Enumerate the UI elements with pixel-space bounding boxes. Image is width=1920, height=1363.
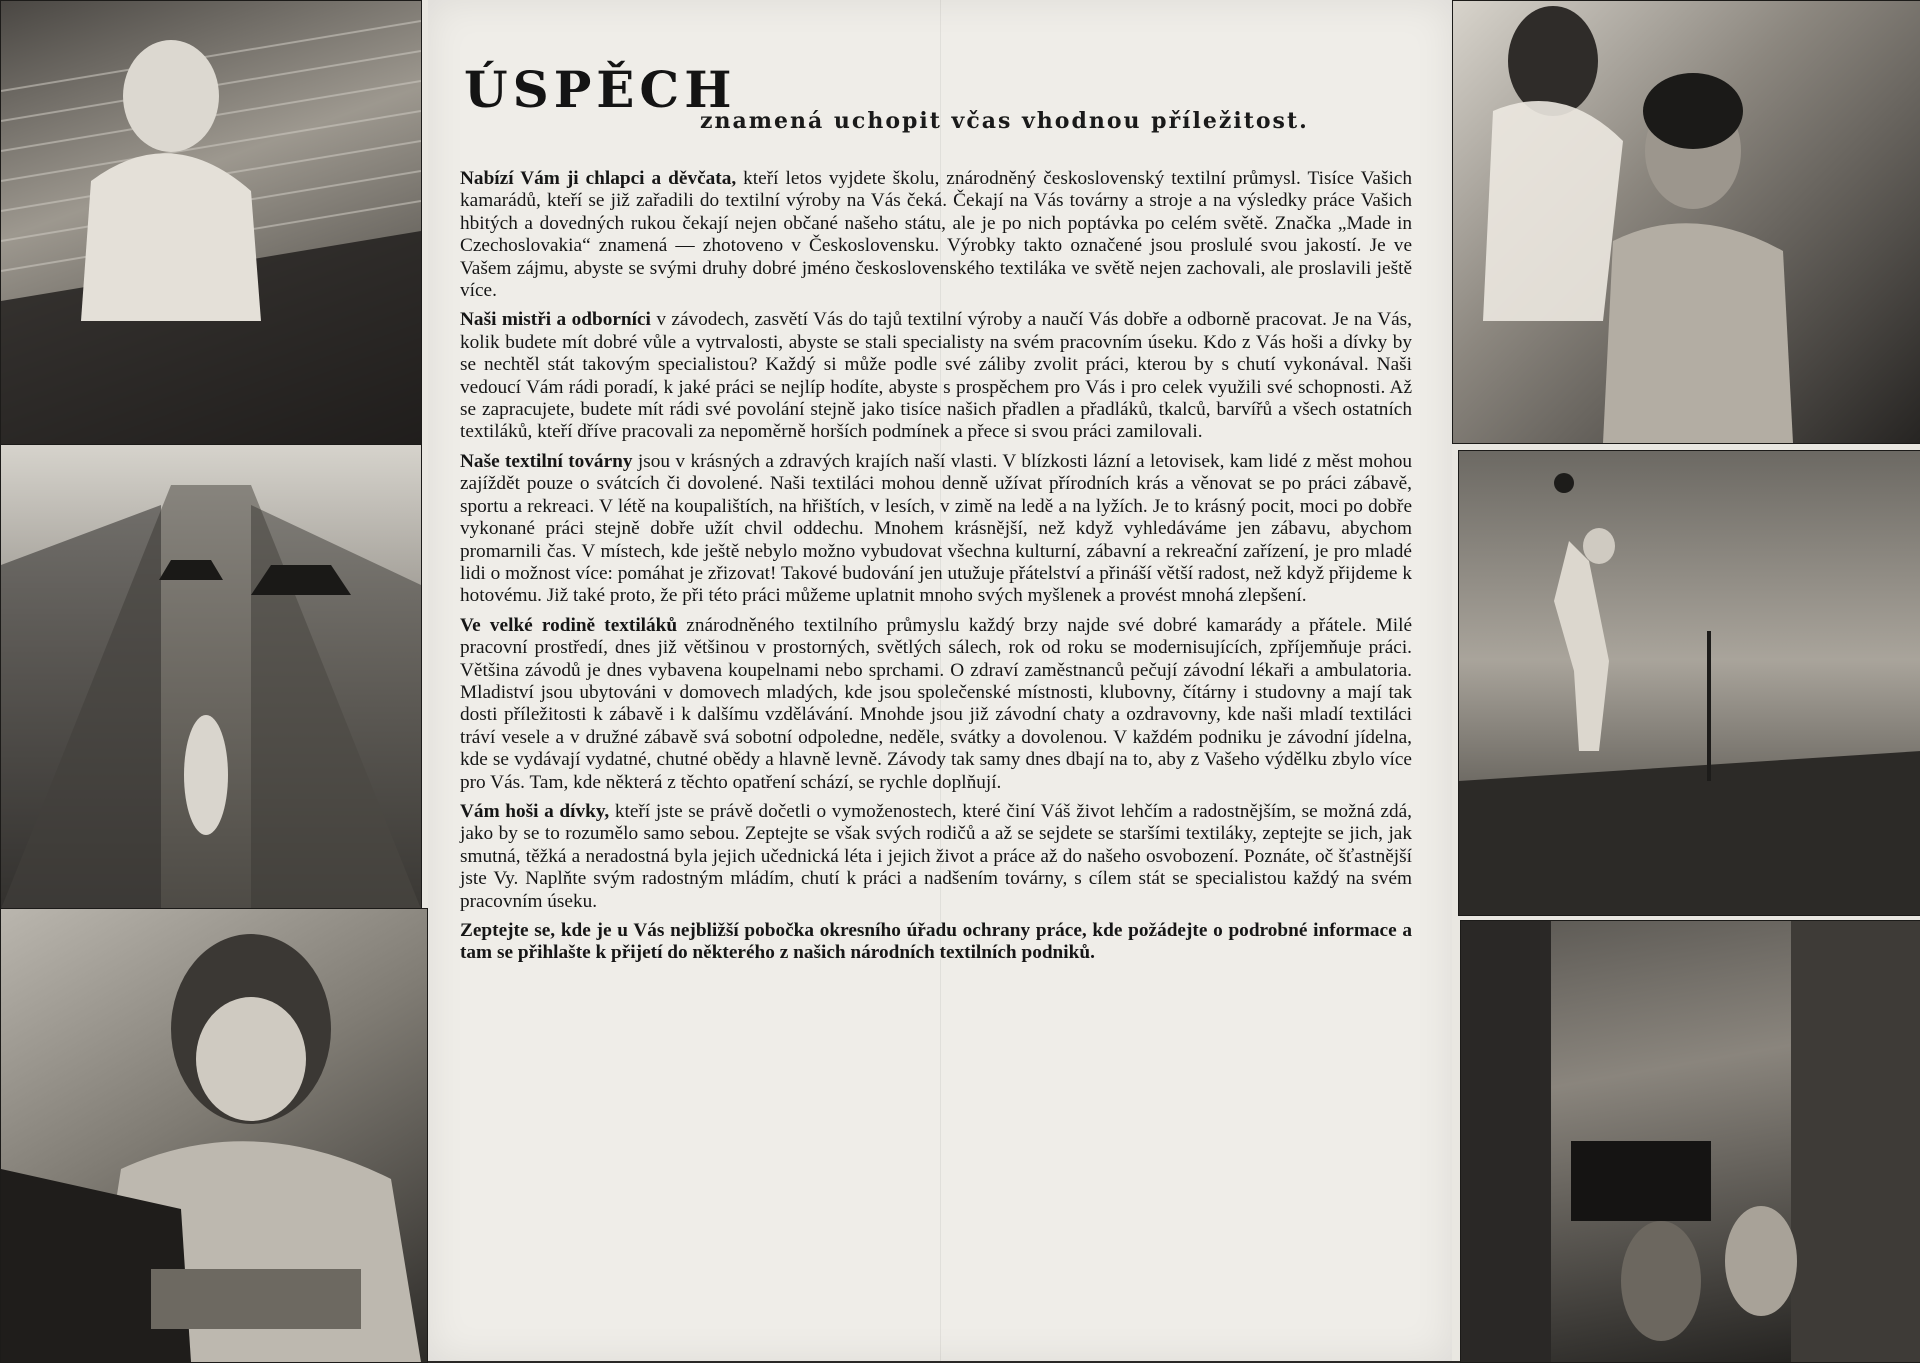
article-panel (428, 0, 1452, 1361)
paragraph-lead: Naši mistři a odborníci (460, 309, 651, 331)
paragraph-lead: Naše textilní továrny (460, 450, 633, 472)
paragraph-5 (460, 801, 1412, 913)
article-title: ÚSPĚCH (464, 60, 737, 119)
paragraph-3 (460, 451, 1412, 608)
photo-3-illustration (1, 909, 427, 1362)
photo-1-illustration (1, 1, 421, 445)
paragraph-2 (460, 309, 1412, 443)
paragraph-text: v závodech, zasvětí Vás do tajů textilní výroby a naučí Vás dobře a odborně pracovat. Je na Vás, kolik budete mít dobré vůle a vytrvalosti, abyste se stali specialisty na svém pracovním úseku. Kdo z Vás hoši a dívky by se nechtěl stát takovým specialistou? Každý si může podle své záliby zvolit práci, kterou by s chutí vykonával. Naši vedoucí Vám rádi poradí, k jaké práci se nejlíp hodíte, abyste s prospěchem pro Vás i pro celek využili své schopnosti. Až se zapracujete, budete mít rádi své povolání stejně jako tisíce našich přadlen a přadláků, tkalců, barvířů a všech ostatních textiláků, kteří dříve pracovali za nepoměrně horších podmínek a přece si svou práci zamilovali. (460, 309, 1412, 443)
paragraph-4 (460, 615, 1412, 794)
photo-girl-sewing-machine (0, 908, 428, 1363)
paragraph-text: kteří jste se právě dočetli o vymoženostech, které činí Váš život lehčím a radostnějším, se možná zdá, jako by se to rozumělo samo sebou. Zeptejte se však svých rodičů a až se sejdete se staršími textiláky, zeptejte se jich, jak smutná, těžká a neradostná byla jejich učednická léta i jejich život a práce až do našeho osvobození. Poznáte, oč šťastnější jste Vy. Naplňte svým radostným mládím, chutí k práci a nadšením továrny, s cílem stát se specialistou každý na svém pracovním úseku. (460, 800, 1412, 912)
photo-4-illustration (1453, 1, 1920, 443)
photo-doctor-examining-boy (1452, 0, 1920, 444)
closing-call-to-action: Zeptejte se, kde je u Vás nejbližší pobočka okresního úřadu ochrany práce, kde požádejte o podrobné informace a tam se přihlašte k přijetí do některého z našich národních textilních podniků. (460, 920, 1412, 964)
paragraph-text: kteří letos vyjdete školu, znárodněný československý textilní průmysl. Tisíce Vašich kamarádů, kteří se již zařadili do textilní výroby na Vás čeká. Čekají na Vás továrny a stroje a na výsledky práce Vašich hbitých a dovedných rukou čekají nejen občané našeho státu, ale je po nich poptávka po celém světě. Značka „Made in Czechoslovakia“ znamená — zhotoveno v Československu. Výrobky takto označené jsou proslulé svou jakostí. Je ve Vašem zájmu, abyste se svými druhy dobré jméno československého textiláka ve světě nejen zachovali, ale proslavili ještě více. (460, 168, 1412, 302)
photo-common-room-piano (1460, 920, 1920, 1363)
photo-6-illustration (1461, 921, 1920, 1362)
article-body (460, 168, 1412, 972)
photo-spinning-mill-hall (0, 444, 422, 910)
photo-2-illustration (1, 445, 421, 909)
paragraph-lead: Ve velké rodině textiláků (460, 614, 678, 636)
paragraph-lead: Nabízí Vám ji chlapci a děvčata, (460, 168, 737, 189)
article-subtitle: znamená uchopit včas vhodnou příležitost. (700, 108, 1309, 134)
paragraph-text: jsou v krásných a zdravých krajích naší vlasti. V blízkosti lázní a letovisek, kam lidé z měst mohou zajíždět pouze o svátcích či dovolené. Naši textiláci mohou denně užívat přírodních krás a věnovat se po práci zábavě, sportu a rekreaci. V létě na koupalištích, na hřištích, v lesích, v zimě na ledě a na lyžích. Je to krásný pocit, moci po dobře vykonané práci stejně dobře užít chvil oddechu. Mnohem krásnější, než když vyhledáváme jen zábavu, abychom promarnili čas. V místech, kde ještě nebylo možno vybudovat všechna kulturní, zábavní a rekreační zařízení, je pro mladé lidi o možnost více: pomáhat je zřizovat! Takové budování jen utužuje přátelství a přináší větší radost, než když přijdeme k hotovému. Již také proto, že při této práci můžeme uplatnit mnoho svých myšlenek a provést mnohá zlepšení. (460, 450, 1412, 607)
photo-volleyball-players (1458, 450, 1920, 916)
photo-textile-worker-spinning-frame (0, 0, 422, 446)
photo-5-illustration (1459, 451, 1920, 915)
paragraph-text: znárodněného textilního průmyslu každý brzy najde své dobré kamarády a přátele. Milé pracovní prostředí, dnes již většinou v prostorných, světlých sálech, rok od roku se modernisujících, zpříjemňuje práci. Většina závodů je dnes vybavena koupelnami nebo sprchami. O zdraví zaměstnanců pečují závodní lékaři a ambulatoria. Mladiství jsou ubytováni v domovech mladých, kde jsou společenské místnosti, klubovny, čítárny i studovny a mají tak dosti příležitosti k zábavě i k dalšímu vzdělávání. Mnohde jsou již závodní chaty a ozdravovny, kde naši mladí textiláci tráví vesele a v družné zábavě svá sobotní odpoledne, neděle, svátky a dovolenou. V každém podniku je závodní jídelna, kde se vydávají vydatné, chutné obědy a hlavně levně. Závody tak samy dnes dbají na to, aby z Vašeho výdělku zbylo více pro Vás. Tam, kde některá z těchto opatření schází, se rychle doplňují. (460, 614, 1413, 793)
paragraph-1 (460, 168, 1412, 302)
paragraph-lead: Vám hoši a dívky, (460, 800, 610, 822)
